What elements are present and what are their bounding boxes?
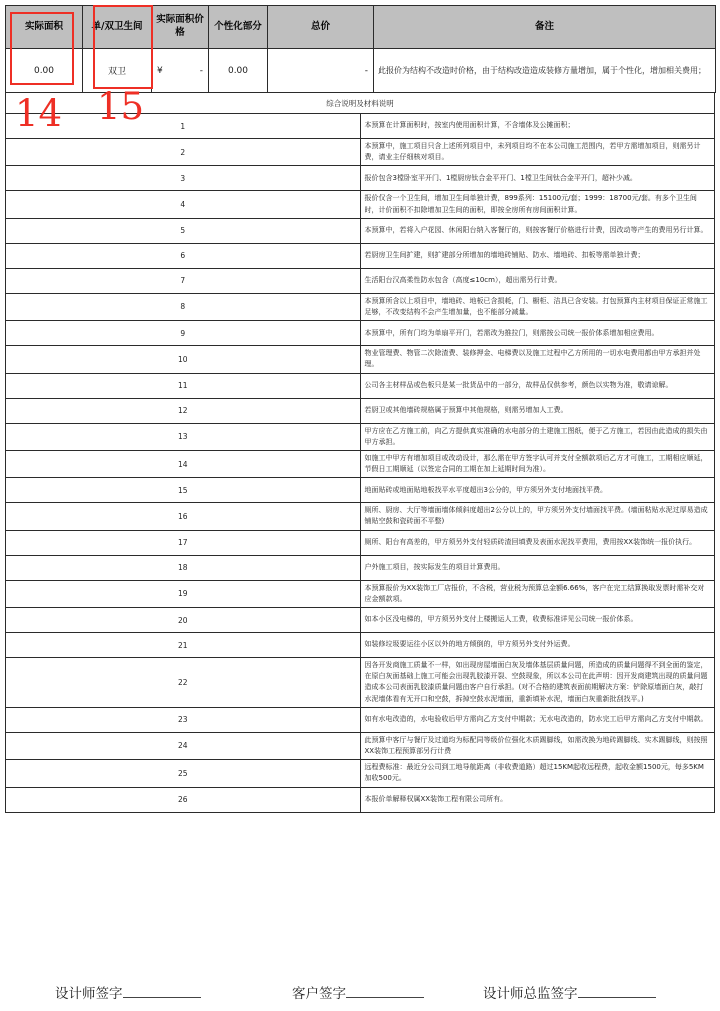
note-row [6, 398, 715, 423]
note-row [6, 633, 715, 658]
designer-signature-label: 设计师签字 [55, 986, 123, 1001]
note-text: 物业管理费、物管二次除渣费、装修押金、电梯费以及施工过程中乙方所用的一切水电费用都由甲方承担并处理。 [360, 346, 715, 373]
note-text: 如装修垃圾要运往小区以外的地方倾倒的，甲方须另外支付外运费。 [360, 633, 715, 658]
customer-signature-line [346, 985, 424, 998]
header-total-price: 总价 [268, 6, 374, 49]
note-number: 23 [6, 707, 361, 732]
note-text: 若厨房卫生间扩建，则扩建部分所增加的墙地砖铺贴、防水、墙地砖、扣板等需单独计费； [360, 243, 715, 268]
designer-signature-line [123, 985, 201, 998]
note-number: 21 [6, 633, 361, 658]
header-actual-area: 实际面积 [6, 6, 83, 49]
note-number: 12 [6, 398, 361, 423]
note-text: 户外施工项目，按实际发生的项目计算费用。 [360, 555, 715, 580]
note-number: 26 [6, 787, 361, 812]
note-row [6, 787, 715, 812]
note-text: 本预算中，若将入户花园、休闲阳台纳入客餐厅的，则按客餐厅价格进行计费，因改动等产生的费用另行计算。 [360, 218, 715, 243]
note-number: 15 [6, 478, 361, 503]
total-price-value: - [268, 49, 374, 93]
note-row [6, 373, 715, 398]
remark-text: 此报价为结构不改造时价格，由于结构改造造成装修方量增加，属于个性化，增加相关费用； [374, 49, 716, 93]
note-row [6, 608, 715, 633]
note-number: 6 [6, 243, 361, 268]
currency-symbol: ¥ [157, 65, 163, 76]
note-row [6, 580, 715, 607]
note-number: 1 [6, 114, 361, 139]
note-text: 报价包含3樘卧室平开门、1樘厨房钛合金平开门、1樘卫生间钛合金平开门，超补少减。 [360, 166, 715, 191]
note-text: 甲方应在乙方施工前，向乙方提供真实准确的水电部分的土建施工图纸，便于乙方施工，若因由此造成的损失由甲方承担。 [360, 423, 715, 450]
note-row [6, 423, 715, 450]
note-text: 本预算报价为XX装饰工厂店报价，不含税，营业税为预算总金额6.66%，客户在完工结算换取发票时需补交对应金额款项。 [360, 580, 715, 607]
note-row [6, 760, 715, 787]
director-signature [483, 982, 656, 1002]
note-text: 地面贴砖或地面贴地板找平水平度超出3公分的，甲方须另外支付地面找平费。 [360, 478, 715, 503]
note-text: 公司各主材样品或色板只是某一批货品中的一部分，故样品仅供参考，颜色以实物为准，敬请谅解。 [360, 373, 715, 398]
note-row [6, 321, 715, 346]
personalized-value: 0.00 [209, 49, 268, 93]
note-text: 如有水电改造的，水电验收后甲方需向乙方支付中期款；无水电改造的，防水完工后甲方需向乙方支付中期款。 [360, 707, 715, 732]
note-text: 厕所、阳台有高差的，甲方须另外支付轻质砖渣回填费及表面水泥找平费用，费用按XX装饰统一报价执行。 [360, 530, 715, 555]
note-number: 18 [6, 555, 361, 580]
note-text: 因各开发商施工质量不一样，如出现房屋墙面白灰及墙体基层质量问题，所造成的质量问题得不到全面的鉴定，在原白灰面基础上施工可能会出现乳胶漆开裂、空鼓现象，所以本公司在此声明：因开发商建筑出现的质量问题造成本公司表面乳胶漆质量问题由客户自行承担。(对不合格的建筑表面前期解决方案：铲除原墙面白灰，敲打水泥墙体看有无开口和空鼓，拆掉空鼓水泥墙面，重新填补水泥，墙面白灰重新批刮找平。) [360, 658, 715, 708]
note-text: 本预算在计算面积时，按室内使用面积计算，不含墙体及公摊面积； [360, 114, 715, 139]
note-number: 25 [6, 760, 361, 787]
note-row [6, 503, 715, 530]
note-number: 24 [6, 732, 361, 759]
quote-summary-table [5, 5, 716, 93]
customer-signature-label: 客户签字 [292, 986, 346, 1001]
note-row [6, 732, 715, 759]
note-number: 8 [6, 293, 361, 320]
bathroom-type-value: 双卫 [83, 49, 152, 93]
note-row [6, 555, 715, 580]
note-row [6, 530, 715, 555]
note-number: 3 [6, 166, 361, 191]
note-row [6, 346, 715, 373]
area-price-cell [152, 49, 209, 93]
director-signature-line [578, 985, 656, 998]
note-text: 本预算中，所有门均为单扇平开门，若需改为推拉门，则需按公司统一报价体系增加相应费用。 [360, 321, 715, 346]
note-text: 如施工中甲方有增加项目或改动设计，那么需在甲方签字认可并支付全额款项后乙方才可施工，工期相应顺延，节假日工期顺延（以签定合同的工期在加上延期时间为准）。 [360, 450, 715, 477]
note-number: 7 [6, 268, 361, 293]
note-text: 此预算中客厅与餐厅及过道均为标配同等级价位强化木质踢脚线，如需改换为地砖踢脚线、实木踢脚线，则按照XX装饰工程预算部另行计费 [360, 732, 715, 759]
note-number: 9 [6, 321, 361, 346]
section-title: 综合说明及材料说明 [6, 93, 715, 114]
customer-signature [292, 982, 424, 1002]
header-area-price: 实际面积价格 [152, 6, 209, 49]
note-row [6, 243, 715, 268]
header-remark: 备注 [374, 6, 716, 49]
note-text: 报价仅含一个卫生间，增加卫生间单独计费，899系列：15100元/套；1999：18700元/套。有多个卫生间时，计价面积不扣除增加卫生间的面积，即按全房所有房间面积计算。 [360, 191, 715, 218]
note-number: 14 [6, 450, 361, 477]
note-text: 本预算所含以上项目中，墙地砖、地板已含损耗，门、橱柜、洁具已含安装。打包预算内主材项目保证正常施工足够，不改变结构不会产生增加量，也不能部分减量。 [360, 293, 715, 320]
note-number: 17 [6, 530, 361, 555]
red-annotation-number-15: 15 [97, 85, 145, 128]
note-row [6, 450, 715, 477]
note-row [6, 218, 715, 243]
note-number: 11 [6, 373, 361, 398]
note-text: 远程费标准：最近分公司到工地导航距离（非收费道路）超过15KM起收远程费，起收金额1500元，每多5KM加收500元。 [360, 760, 715, 787]
note-number: 22 [6, 658, 361, 708]
note-number: 10 [6, 346, 361, 373]
note-row [6, 293, 715, 320]
note-row [6, 166, 715, 191]
area-price-value: - [199, 65, 203, 76]
note-number: 5 [6, 218, 361, 243]
note-number: 13 [6, 423, 361, 450]
note-text: 如本小区没电梯的，甲方须另外支付上楼搬运人工费，收费标准详见公司统一报价体系。 [360, 608, 715, 633]
red-annotation-number-14: 14 [15, 92, 63, 135]
note-row [6, 139, 715, 166]
note-number: 16 [6, 503, 361, 530]
notes-table [5, 92, 715, 813]
header-personalized: 个性化部分 [209, 6, 268, 49]
note-number: 2 [6, 139, 361, 166]
actual-area-value: 0.00 [6, 49, 83, 93]
note-text: 本预算中，施工项目只含上述所列项目中，未列项目均不在本公司施工范围内，若甲方需增加项目，则需另计费，请业主仔细核对项目。 [360, 139, 715, 166]
note-number: 20 [6, 608, 361, 633]
note-text: 生活阳台汉高柔性防水包含（高度≤10cm），超出需另行计费。 [360, 268, 715, 293]
director-signature-label: 设计师总监签字 [483, 986, 578, 1001]
note-row [6, 478, 715, 503]
note-number: 19 [6, 580, 361, 607]
header-bathroom-type: 单/双卫生间 [83, 6, 152, 49]
note-text: 本报价单解释权属XX装饰工程有限公司所有。 [360, 787, 715, 812]
note-row [6, 707, 715, 732]
note-text: 厕所、厨房、大厅等墙面墙体倾斜度超出2公分以上的，甲方须另外支付墙面找平费。(墙面粘贴水泥过厚易造成铺贴空鼓和瓷砖面不平整) [360, 503, 715, 530]
note-row [6, 658, 715, 708]
note-text: 若厨卫或其他墙砖规格属于预算中其他规格，则需另增加人工费。 [360, 398, 715, 423]
designer-signature [55, 982, 201, 1002]
quote-header-row [6, 6, 716, 49]
note-row [6, 268, 715, 293]
note-number: 4 [6, 191, 361, 218]
note-row [6, 191, 715, 218]
